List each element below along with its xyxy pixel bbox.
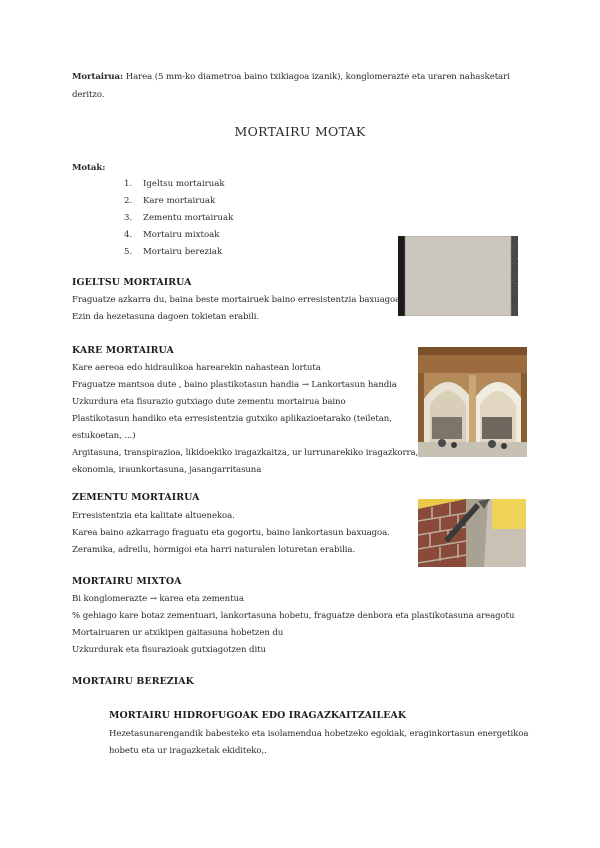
mixtoa-line: Mortairuaren ur atxikipen gaitasuna hobetzen du	[72, 628, 284, 638]
section-heading-kare: KARE MORTAIRUA	[72, 345, 174, 356]
igeltsu-line: Ezin da hezetasuna dagoen tokietan erabili.	[72, 312, 259, 322]
courtyard-arches-photo	[418, 347, 527, 457]
list-item: 5. Mortairu bereziak	[124, 247, 223, 257]
bereziak-line: Hezetasunarengandik babesteko eta isolamendua hobetzeko egokiak, eraginkortasun energetikoa	[109, 729, 529, 739]
zementu-line: Erresistentzia eta kalitate altuenekoa.	[72, 511, 235, 521]
section-heading-mixtoa: MORTAIRU MIXTOA	[72, 576, 182, 587]
list-item: 3. Zementu mortairuak	[124, 213, 234, 223]
list-item: 2. Kare mortairuak	[124, 196, 216, 206]
mixtoa-line: Uzkurdurak eta fisurazioak gutxiagotzen ditu	[72, 645, 266, 655]
section-heading-igeltsu: IGELTSU MORTAIRUA	[72, 277, 192, 288]
mixtoa-line: % gehiago kare botaz zementuari, lankortasuna hobetu, fraguatze denbora eta plastikotasuna areagotu	[72, 611, 515, 621]
brick-wall-photo	[418, 499, 526, 567]
igeltsu-line: Fraguatze azkarra du, baina beste mortairuek baino erresistentzia baxuagoa.	[72, 295, 403, 305]
kare-line: ekonomia, iraunkortasuna, jasangarritasuna	[72, 465, 262, 475]
kare-line: Argitasuna, transpirazioa, likidoekiko iragazkaitza, ur lurrunarekiko iragazkorra,	[72, 448, 419, 458]
list-item: 1. Igeltsu mortairuak	[124, 179, 225, 189]
page-title: MORTAIRU MOTAK	[234, 124, 366, 139]
mixtoa-line: Bi konglomerazte → karea eta zementua	[72, 594, 244, 604]
types-list	[124, 176, 233, 261]
section-heading-bereziak: MORTAIRU BEREZIAK	[72, 676, 194, 687]
zementu-line: Karea baino azkarrago fraguatu eta gogortu, baino lankortasun baxuagoa.	[72, 528, 390, 538]
bereziak-line: hobetu eta ur iragazketak ekiditeko,.	[109, 746, 267, 756]
kare-line: Kare aereoa edo hidraulikoa harearekin nahastean lortuta	[72, 363, 321, 373]
plaster-texture-photo	[398, 236, 518, 316]
list-item: 4. Mortairu mixtoak	[124, 230, 220, 240]
intro-line-1	[72, 69, 510, 86]
intro-line-2: deritzo.	[72, 90, 105, 100]
kare-line: Plastikotasun handiko eta erresistentzia gutxiko aplikazioetarako (teiletan,	[72, 414, 392, 424]
kare-line: estukoetan, ...)	[72, 431, 136, 441]
types-heading: Motak:	[72, 163, 106, 173]
intro-term: Mortairua:	[72, 72, 124, 82]
kare-line: Uzkurdura eta fisurazio gutxiago dute zementu mortairua baino	[72, 397, 346, 407]
section-heading-zementu: ZEMENTU MORTAIRUA	[72, 492, 200, 503]
intro-definition: Harea (5 mm-ko diametroa baino txikiagoa izanik), konglomerazte eta uraren nahasketari	[125, 72, 510, 82]
sub-heading-hidrofugoak: MORTAIRU HIDROFUGOAK EDO IRAGAZKAITZAILEAK	[109, 710, 407, 721]
zementu-line: Zeramika, adreilu, hormigoi eta harri naturalen loturetan erabilia.	[72, 545, 356, 555]
kare-line: Fraguatze mantsoa dute , baino plastikotasun handia → Lankortasun handia	[72, 380, 397, 390]
